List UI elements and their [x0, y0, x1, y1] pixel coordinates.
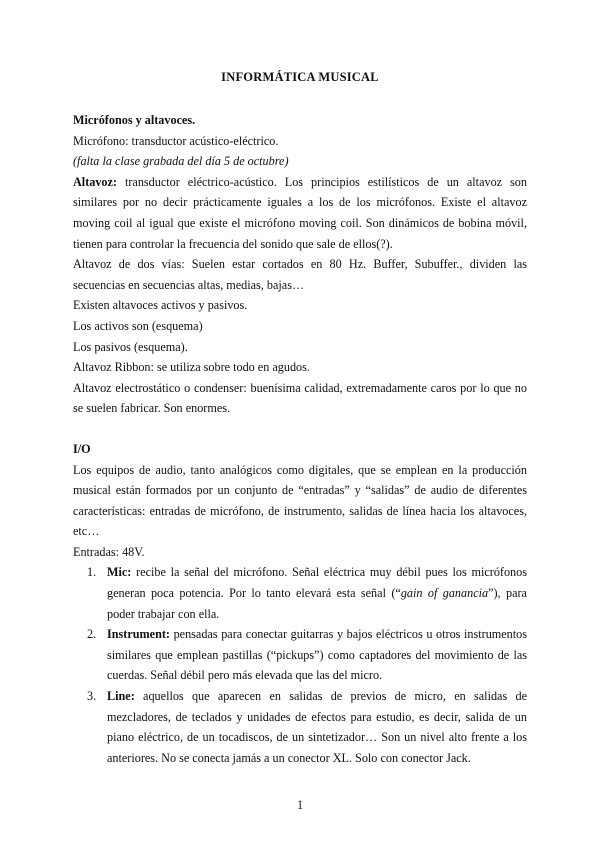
list-item-number: 3.	[87, 689, 97, 704]
altavoz-paragraph	[73, 172, 527, 254]
list-item-number: 1.	[87, 565, 97, 580]
io-list	[73, 562, 527, 768]
section-heading-io: I/O	[73, 441, 91, 456]
list-item-text-after: ”), para poder trabajar con ella.	[107, 586, 527, 621]
electrostatico-paragraph: Altavoz electrostático o condenser: buenísima calidad, extremadamente caros por lo que no se suelen fabricar. Son enormes.	[73, 380, 527, 416]
list-item-label: Line:	[107, 689, 135, 704]
list-item-line	[73, 686, 527, 768]
list-item-instrument	[73, 624, 527, 686]
document-title: INFORMÁTICA MUSICAL	[221, 70, 379, 84]
altavoz-text: transductor eléctrico-acústico. Los principios estilísticos de un altavoz son similares por no decir prácticamente iguales a los de los micrófonos. Existe el altavoz moving coil al igual que existe el micrófono moving coil. Son dinámicos de bobina móvil, tienen para controlar la frecuencia del sonido que sale de ellos(?).	[73, 174, 527, 251]
list-item-label: Instrument:	[107, 627, 170, 642]
section-heading-microfonos: Micrófonos y altavoces.	[73, 113, 196, 127]
entradas-line: Entradas: 48V.	[73, 544, 145, 559]
activos-line: Los activos son (esquema)	[73, 318, 203, 333]
missing-class-note: (falta la clase grabada del día 5 de octubre)	[73, 154, 289, 169]
io-intro-paragraph: Los equipos de audio, tanto analógicos como digitales, que se emplean en la producción musical están formados por un conjunto de “entradas” y “salidas” de audio de diferentes características: entradas de micrófono, de instrumento, salidas de línea hacia los altavoces, etc…	[73, 462, 527, 539]
list-item-mic	[73, 562, 527, 624]
activos-pasivos-line: Existen altavoces activos y pasivos.	[73, 298, 248, 313]
list-item-text: aquellos que aparecen en salidas de previos de micro, en salidas de mezcladores, de teclados y unidades de efectos para estudio, es decir, salida de un piano eléctrico, de un tocadiscos, de un sintetizador… Son un nivel alto frente a los anteriores. No se conecta jamás a un conector XL. Solo con conector Jack.	[107, 689, 527, 765]
microfono-definition: Micrófono: transductor acústico-eléctrico.	[73, 133, 279, 148]
section-spacer	[73, 419, 527, 439]
altavoz-label: Altavoz:	[73, 174, 117, 189]
pasivos-line: Los pasivos (esquema).	[73, 339, 188, 354]
list-item-number: 2.	[87, 627, 97, 642]
list-item-text: recibe la señal del micrófono. Señal eléctrica muy débil pues los micrófonos generan poca potencia. Por lo tanto elevará esta señal (“	[107, 565, 527, 601]
list-item-italic: gain of ganancia	[400, 586, 489, 601]
dos-vias-paragraph: Altavoz de dos vías: Suelen estar cortados en 80 Hz. Buffer, Subuffer., dividen las secuencias en secuencias altas, medias, bajas…	[73, 257, 527, 292]
list-item-label: Mic:	[107, 565, 132, 580]
ribbon-line: Altavoz Ribbon: se utiliza sobre todo en agudos.	[73, 360, 310, 375]
document-body	[73, 110, 527, 768]
page-number: 1	[296, 798, 304, 812]
list-item-text: pensadas para conectar guitarras y bajos eléctricos u otros instrumentos similares que emplean pastillas (“pickups”) como captadores del movimiento de las cuerdas. Señal débil pero más elevada que las del micro.	[107, 627, 527, 683]
